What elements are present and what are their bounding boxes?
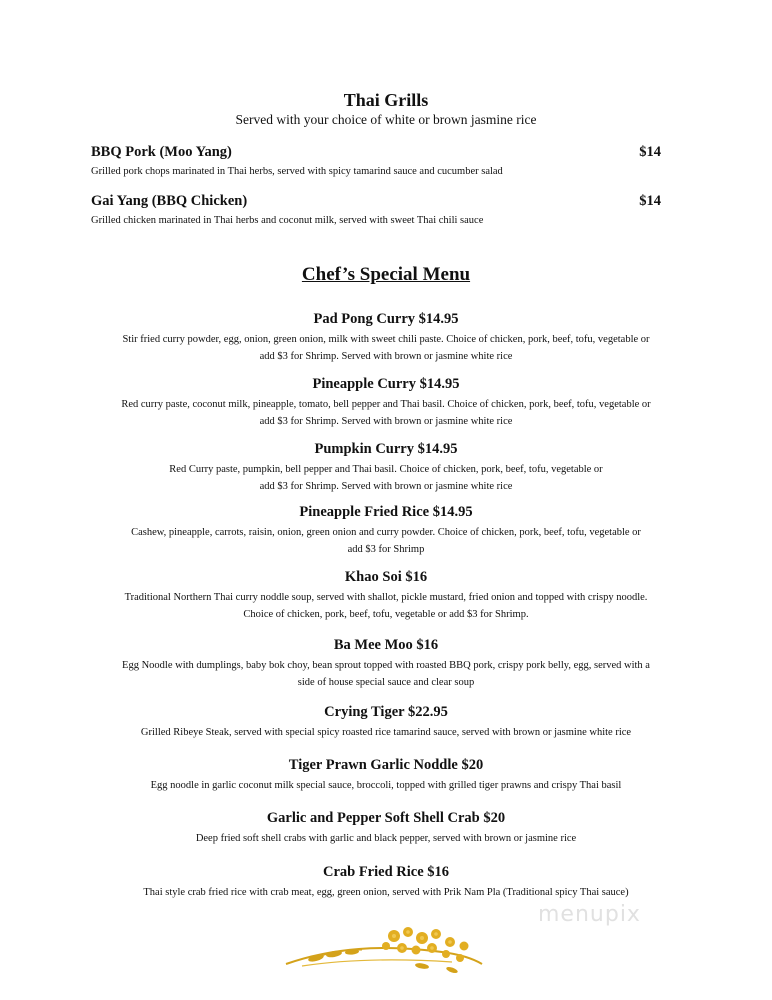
grill-item <box>91 193 661 226</box>
special-item <box>92 756 680 795</box>
special-item-description <box>92 658 680 691</box>
special-item-name: Pumpkin Curry $14.95 <box>314 441 458 457</box>
thai-grills-subtitle: Served with your choice of white or brown jasmine rice <box>235 112 537 127</box>
description-line: Choice of chicken, pork, beef, tofu, vegetable or add $3 for Shrimp. <box>243 608 529 620</box>
special-item-description <box>92 332 680 365</box>
special-item-name: Pineapple Fried Rice $14.95 <box>299 504 473 520</box>
grill-item-price: $14 <box>639 144 661 160</box>
special-item-name: Ba Mee Moo $16 <box>333 637 439 653</box>
description-line: side of house special sauce and clear soup <box>297 676 475 688</box>
special-item-description <box>92 831 680 848</box>
description-line: add $3 for Shrimp <box>347 543 425 555</box>
special-item-description <box>92 525 680 558</box>
special-item <box>92 310 680 365</box>
special-item-description <box>92 590 680 623</box>
description-line: Red curry paste, coconut milk, pineapple, tomato, bell pepper and Thai basil. Choice of chicken, pork, beef, tofu, vegetable or <box>121 399 651 410</box>
chefs-special-title: Chef’s Special Menu <box>301 264 471 285</box>
description-line: Deep fried soft shell crabs with garlic and black pepper, served with brown or jasmine rice <box>195 833 577 844</box>
description-line: Red Curry paste, pumpkin, bell pepper and Thai basil. Choice of chicken, pork, beef, tofu, vegetable or <box>169 464 603 475</box>
special-item <box>92 809 680 848</box>
special-item <box>92 636 680 691</box>
description-line: add $3 for Shrimp. Served with brown or jasmine white rice <box>259 480 513 492</box>
special-item <box>92 863 680 902</box>
special-item-name: Tiger Prawn Garlic Noddle $20 <box>288 757 484 773</box>
special-item-description <box>92 462 680 495</box>
special-item <box>92 440 680 495</box>
grill-item-description: Grilled pork chops marinated in Thai herbs, served with spicy tamarind sauce and cucumber salad <box>91 166 503 177</box>
special-item-description <box>92 885 680 902</box>
grill-item-name: BBQ Pork (Moo Yang) <box>91 144 232 160</box>
thai-grills-title: Thai Grills <box>343 90 429 110</box>
special-item-name: Crab Fried Rice $16 <box>322 864 450 880</box>
description-line: Egg Noodle with dumplings, baby bok choy, bean sprout topped with roasted BBQ pork, crispy pork belly, egg, served with a <box>122 660 650 671</box>
description-line: add $3 for Shrimp. Served with brown or jasmine white rice <box>259 415 513 427</box>
special-item-name: Pad Pong Curry $14.95 <box>313 311 459 327</box>
golden-floral-branch-icon <box>282 920 492 980</box>
special-item-description <box>92 778 680 795</box>
description-line: Egg noodle in garlic coconut milk special sauce, broccoli, topped with grilled tiger prawns and crispy Thai basil <box>150 780 622 791</box>
grill-item-name: Gai Yang (BBQ Chicken) <box>91 193 248 209</box>
special-item <box>92 375 680 430</box>
description-line: add $3 for Shrimp. Served with brown or jasmine white rice <box>259 350 513 362</box>
special-item-name: Crying Tiger $22.95 <box>324 704 448 720</box>
special-item-name: Pineapple Curry $14.95 <box>312 376 460 392</box>
description-line: Traditional Northern Thai curry noddle soup, served with shallot, pickle mustard, fried onion and topped with crispy noodle. <box>124 592 648 603</box>
description-line: Stir fried curry powder, egg, onion, green onion, milk with sweet chili paste. Choice of chicken, pork, beef, tofu, vegetable or <box>122 334 650 345</box>
special-item <box>92 703 680 742</box>
special-item-description <box>92 397 680 430</box>
grill-item <box>91 144 661 177</box>
special-item-name: Garlic and Pepper Soft Shell Crab $20 <box>266 810 506 826</box>
menupix-watermark: menupix <box>538 902 641 927</box>
description-line: Grilled Ribeye Steak, served with special spicy roasted rice tamarind sauce, served with brown or jasmine white rice <box>140 727 632 738</box>
grill-item-description: Grilled chicken marinated in Thai herbs and coconut milk, served with sweet Thai chili sauce <box>91 215 484 226</box>
special-item-description <box>92 725 680 742</box>
description-line: Cashew, pineapple, carrots, raisin, onion, green onion and curry powder. Choice of chicken, pork, beef, tofu, vegetable or <box>131 527 641 538</box>
special-item <box>92 503 680 558</box>
special-item-name: Khao Soi $16 <box>344 569 428 585</box>
special-item <box>92 568 680 623</box>
description-line: Thai style crab fried rice with crab meat, egg, green onion, served with Prik Nam Pla (Traditional spicy Thai sauce) <box>143 887 629 898</box>
grill-item-price: $14 <box>639 193 661 209</box>
